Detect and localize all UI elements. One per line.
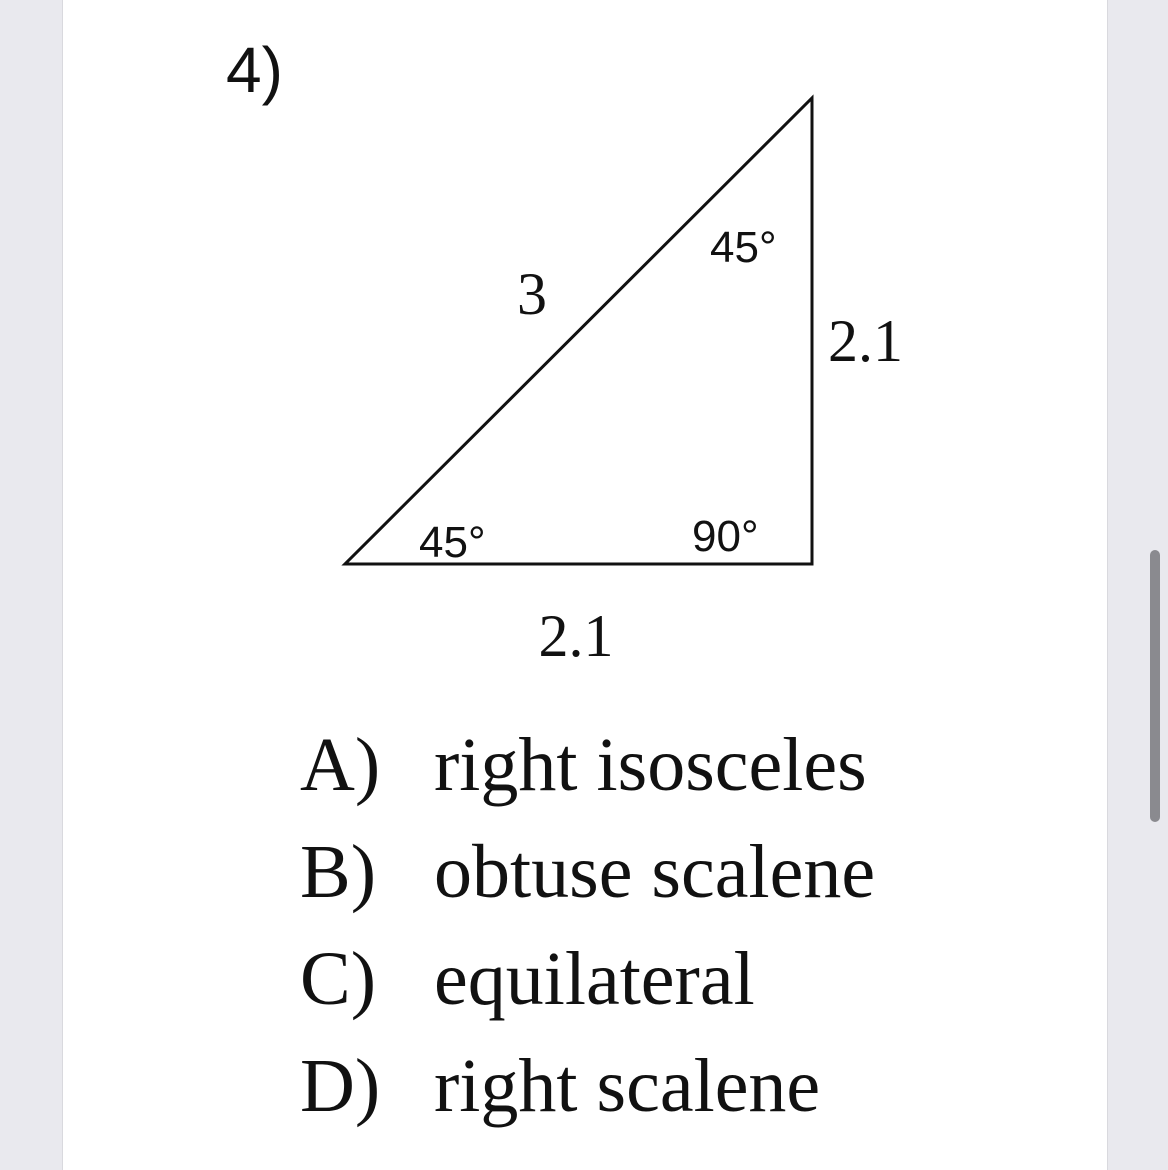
choice-text: obtuse scalene [434, 830, 876, 914]
label-hypotenuse-length: 3 [517, 261, 547, 327]
choice-letter: D) [300, 1044, 381, 1128]
choice-d [300, 1033, 875, 1140]
label-angle-bottom-right: 90° [692, 512, 759, 561]
answer-choices [300, 712, 875, 1140]
choice-c [300, 926, 875, 1033]
label-bottom-side-length: 2.1 [538, 603, 614, 669]
label-angle-top: 45° [710, 223, 777, 272]
choice-letter: A) [300, 723, 381, 807]
choice-text: right scalene [434, 1044, 821, 1128]
choice-a [300, 712, 875, 819]
question-number: 4) [226, 34, 283, 106]
choice-text: right isosceles [434, 723, 867, 807]
label-angle-bottom-left: 45° [419, 518, 486, 567]
choice-text: equilateral [434, 937, 755, 1021]
choice-letter: B) [300, 830, 376, 914]
scrollbar-thumb[interactable] [1150, 550, 1160, 822]
choice-letter: C) [300, 937, 376, 1021]
label-right-side-length: 2.1 [828, 308, 903, 374]
right-triangle [345, 98, 812, 564]
choice-b [300, 819, 875, 926]
